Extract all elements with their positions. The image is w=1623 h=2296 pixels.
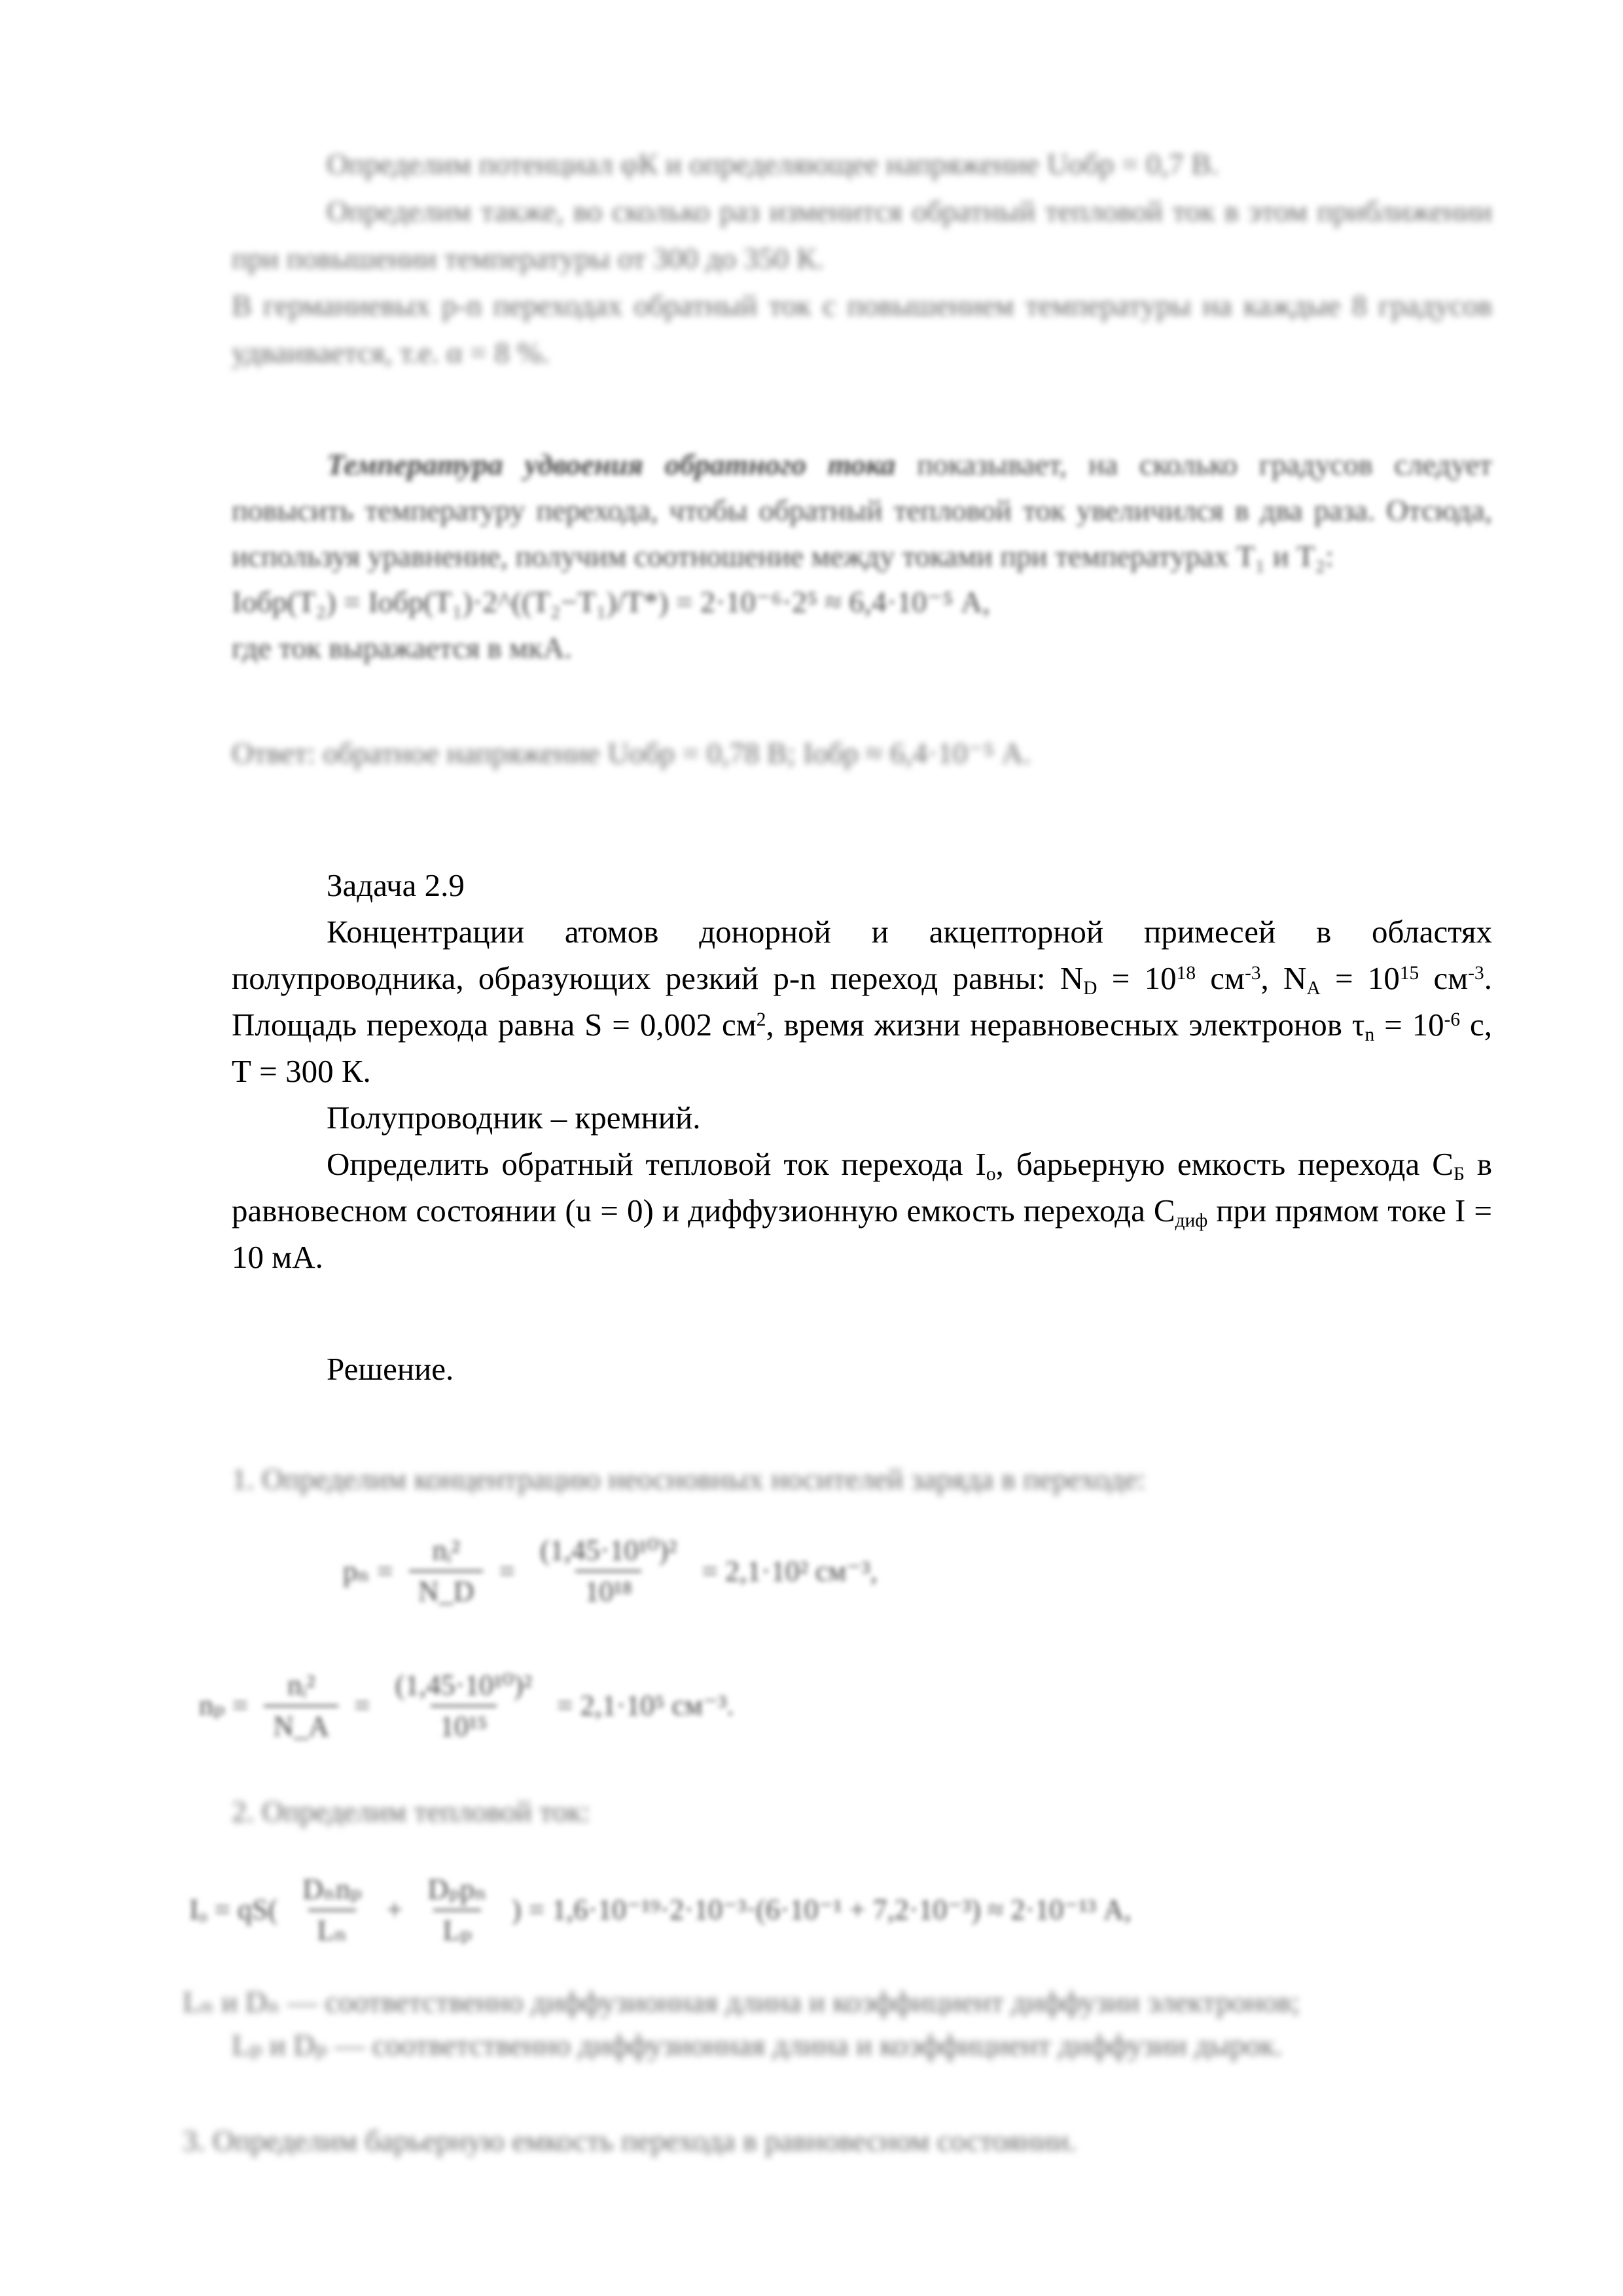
term-definition-rest: показывает, на сколько градусов следует повысить температуру перехода, чтобы обратный тепловой ток увеличился в два раза. Отсюда, используя уравнение, получим соотношение между токами при температурах Т₁ и Т₂:: [232, 448, 1493, 573]
formula-part: = 2,1·10² см⁻³,: [702, 1554, 878, 1587]
fraction-denominator: 10¹⁵: [431, 1705, 497, 1744]
formula-part: pₙ =: [343, 1554, 393, 1587]
fraction: [531, 1534, 686, 1609]
formula-part: Iₒ = qS(: [189, 1893, 278, 1926]
fraction: [419, 1873, 496, 1948]
formula-part: ) = 1,6·10⁻¹⁹·2·10⁻³·(6·10⁻¹ + 7,2·10⁻³) ≈ 2·10⁻¹³ А,: [511, 1893, 1132, 1926]
solution-heading: Решение.: [327, 1351, 454, 1387]
formula-part: =: [353, 1689, 370, 1722]
formula-part: nₚ =: [199, 1689, 249, 1722]
solution-step-3: 3. Определим барьерную емкость перехода в равновесном состоянии.: [183, 2124, 1077, 2158]
problem-task: Определить обратный тепловой ток перехода $I_о$, барьерную емкость перехода $С_Б$ в равновесном состоянии (u = 0) и диффузионную емкость перехода $С_{диф}$ при прямом токе I = 10 мА.: [232, 1146, 1492, 1275]
fraction-numerator: (1,45·10¹⁰)²: [540, 1534, 677, 1566]
formula-part: =: [499, 1554, 516, 1587]
term-definition-formula: Iобр(Т₂) = Iобр(Т₁)·2^((Т₂−Т₁)/Т*) = 2·10⁻⁶·2⁵ ≈ 6,4·10⁻⁵ А,: [232, 585, 990, 619]
fraction-numerator: Dₙnₚ: [302, 1873, 362, 1905]
prev-solution-line-2: Определим также, во сколько раз изменится обратный тепловой ток в этом приближении при повышении температуры от 300 до 350 К.: [232, 194, 1492, 275]
problem-title: Задача 2.9: [327, 867, 465, 903]
fraction-denominator: Lₙ: [308, 1909, 357, 1948]
fraction: [293, 1873, 370, 1948]
term-definition-tail: где ток выражается в мкА.: [232, 631, 573, 664]
fraction-numerator: nᵢ²: [432, 1534, 460, 1566]
formula-part: +: [386, 1893, 403, 1926]
solution-note-1: Lₙ и Dₙ — соответственно диффузионная длина и коэффициент диффузии электронов;: [183, 1985, 1300, 2019]
fraction-numerator: Dₚpₙ: [427, 1873, 487, 1905]
fraction-numerator: nᵢ²: [287, 1668, 315, 1701]
term-definition-paragraph: [232, 442, 1492, 579]
solution-step-1: 1. Определим концентрацию неосновных носителей заряда в переходе:: [232, 1462, 1146, 1496]
fraction-numerator: (1,45·10¹⁰)²: [395, 1668, 532, 1701]
fraction-denominator: N_D: [409, 1570, 484, 1609]
prev-answer-line: Ответ: обратное напряжение Uобр = 0,78 В; Iобр ≈ 6,4·10⁻⁵ А.: [232, 736, 1031, 770]
problem-material: Полупроводник – кремний.: [327, 1100, 701, 1136]
fraction: [264, 1668, 338, 1744]
formula-minority-electrons: [192, 1668, 1492, 1744]
prev-solution-line-1: Определим потенциал φК и определяющее напряжение Uобр = 0,7 В.: [327, 147, 1219, 181]
fraction-denominator: 10¹⁸: [575, 1570, 641, 1609]
fraction-denominator: N_A: [264, 1705, 338, 1744]
fraction: [386, 1668, 541, 1744]
formula-thermal-current: [183, 1873, 1492, 1948]
solution-step-2: 2. Определим тепловой ток:: [232, 1794, 590, 1828]
formula-minority-holes: [336, 1534, 1492, 1609]
formula-part: = 2,1·10⁵ см⁻³.: [556, 1689, 734, 1722]
fraction: [409, 1534, 484, 1609]
prev-solution-line-3: В германиевых p-n переходах обратный ток с повышением температуры на каждые 8 градусов удваивается, т.е. α = 8 %.: [232, 289, 1492, 369]
term-definition-lead: Температура удвоения обратного тока: [327, 448, 896, 481]
fraction-denominator: Lₚ: [433, 1909, 480, 1948]
solution-note-2: Lₚ и Dₚ — соответственно диффузионная длина и коэффициент диффузии дырок.: [232, 2028, 1283, 2062]
problem-statement: Концентрации атомов донорной и акцепторной примесей в областях полупроводника, образующих резкий p-n переход равны: $N_D = 10^{18}$ $см^{-3}$, $N_A = 10^{15}$ $см^{-3}$. Площадь перехода равна S = 0,002 $см^2$, время жизни неравновесных электронов $\tau_n = 10^{-6}$ с, Т = 300 К.: [232, 914, 1493, 1089]
